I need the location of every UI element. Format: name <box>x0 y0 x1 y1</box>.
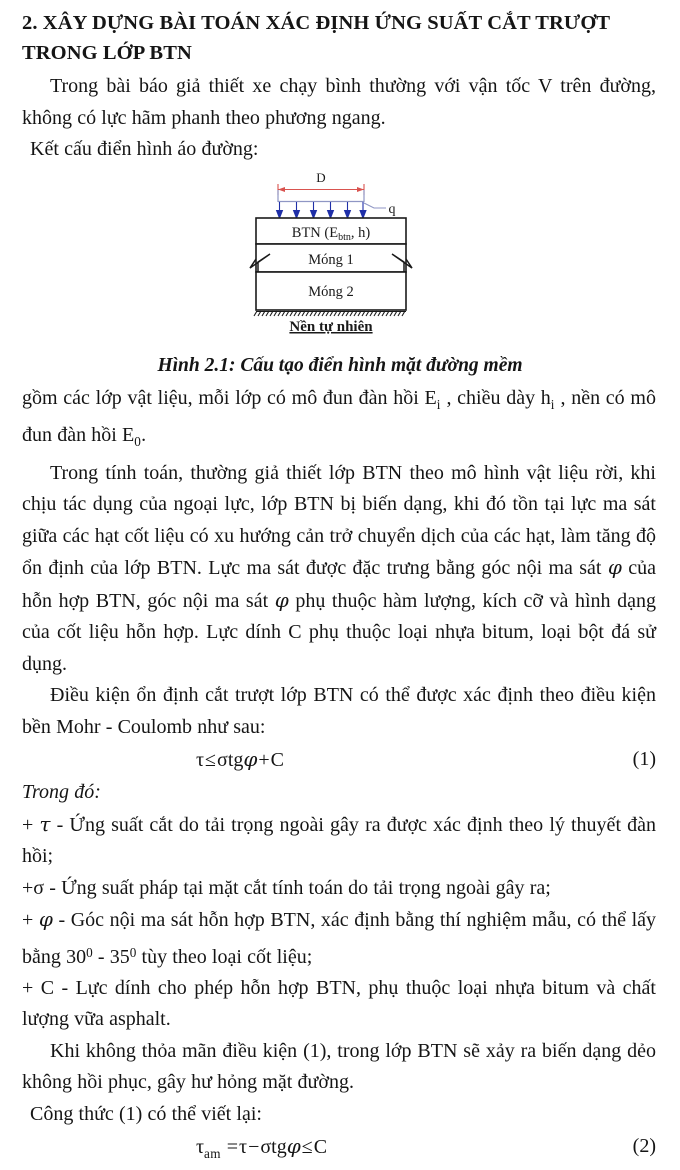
eq2-tg: tg <box>271 1136 287 1159</box>
eq2-tau: τ <box>196 1136 205 1159</box>
dimension-arrow-right <box>357 187 364 192</box>
layers-text-d: . <box>141 424 147 447</box>
paragraph-intro: Trong bài báo giả thiết xe chạy bình thường với vận tốc V trên đường, không có lực hãm phanh theo phương ngang. <box>22 75 656 129</box>
paragraph-def-sigma <box>0 873 680 905</box>
def-tau-plus: + <box>22 813 34 836</box>
equation-1 <box>196 743 284 776</box>
layers-text-b: , chiều dày h <box>440 386 551 409</box>
page-title-line-1: 2. XÂY DỰNG BÀI TOÁN XÁC ĐỊNH ỨNG SUẤT CẮT TRƯỢT <box>22 12 611 34</box>
layers-text-a: gồm các lớp vật liệu, mỗi lớp có mô đun đàn hồi E <box>22 386 437 409</box>
eq2-c: C <box>313 1136 328 1159</box>
eq1-plus: + <box>258 749 270 772</box>
load-arrow <box>311 202 317 218</box>
label-diameter-D: D <box>316 169 326 185</box>
eq1-tau: τ <box>196 749 205 772</box>
def-phi-text-b: - 35 <box>92 945 130 968</box>
load-arrow <box>294 202 300 218</box>
def-phi-sup-2: 0 <box>129 944 137 960</box>
symbol-phi-3: φ <box>38 907 53 932</box>
paragraph-where-label: Trong đó: <box>22 781 101 804</box>
equation-1-number: (1) <box>632 748 656 771</box>
def-phi-plus: + <box>22 909 34 932</box>
page-title <box>0 0 680 68</box>
load-arrow <box>360 202 366 218</box>
label-subgrade: Nền tự nhiên <box>289 318 373 335</box>
figure-drawing <box>246 166 446 351</box>
def-phi-text-a: - Góc nội ma sát hỗn hợp BTN, xác định bằng thí nghiệm mẫu, có thể lấy bằng 30 <box>22 909 657 968</box>
load-line-q <box>278 190 364 202</box>
eq2-minus: − <box>248 1136 260 1159</box>
equation-1-row <box>0 743 680 777</box>
def-sigma-plus: + <box>22 876 34 899</box>
paragraph-failure: Khi không thỏa mãn điều kiện (1), trong lớp BTN sẽ xảy ra biến dạng dẻo không hồi phục, gây hư hỏng mặt đường. <box>22 1039 656 1094</box>
label-layer-mong1: Móng 1 <box>308 251 354 268</box>
symbol-phi-1: φ <box>607 555 622 580</box>
label-load-q: q <box>388 201 396 217</box>
paragraph-def-c: + C - Lực dính cho phép hỗn hợp BTN, phụ thuộc loại nhựa bitum và chất lượng vữa asphalt. <box>22 976 656 1031</box>
eq2-phi: φ <box>286 1134 301 1159</box>
eq1-tg: tg <box>227 749 244 772</box>
eq2-equals: = <box>226 1136 239 1159</box>
paragraph-rewrite-lead: Công thức (1) có thể viết lại: <box>30 1102 262 1125</box>
dimension-line-D <box>278 184 364 195</box>
eq2-tau-2: τ <box>239 1136 248 1159</box>
def-phi-text-c: tùy theo loại cốt liệu; <box>136 945 313 968</box>
layers-sub-i-1: i <box>436 396 441 412</box>
eq2-sub-am: am <box>204 1146 221 1162</box>
symbol-tau: τ <box>39 811 51 836</box>
equation-2-number: (2) <box>632 1135 656 1158</box>
figure-pavement-structure <box>0 166 680 351</box>
equation-2 <box>196 1130 327 1170</box>
def-sigma-text: - Ứng suất pháp tại mặt cắt tính toán do tải trọng ngoài gây ra; <box>49 876 551 899</box>
eq1-c: C <box>270 749 285 772</box>
eq2-rel: ≤ <box>301 1136 313 1159</box>
eq1-rel: ≤ <box>205 749 217 772</box>
friction-text-b: của hỗn hợp BTN, góc nội ma sát <box>22 557 657 612</box>
symbol-sigma: σ <box>33 876 45 899</box>
paragraph-def-tau <box>0 809 680 873</box>
load-arrow <box>328 202 334 218</box>
load-arrow <box>277 202 283 218</box>
layers-sub-i-2: i <box>550 396 555 412</box>
paragraph-layers <box>0 383 680 458</box>
def-tau-text: - Ứng suất cắt do tải trọng ngoài gây ra được xác định theo lý thuyết đàn hồi; <box>22 813 657 868</box>
label-layer-btn: BTN ($E_{btn}$, h) <box>291 224 371 243</box>
layers-sub-zero: 0 <box>134 434 142 450</box>
load-label-leader <box>364 203 386 208</box>
load-arrows <box>277 202 366 218</box>
page-title-line-2: TRONG LỚP BTN <box>22 42 192 64</box>
friction-text-c: phụ thuộc hàm lượng, kích cỡ và hình dạng của cốt liệu hỗn hợp. Lực dính C phụ thuộc loại nhựa bitum, loại bột đá sử dụng. <box>22 589 657 675</box>
layers-text-c: , nền có mô đun đàn hồi E <box>22 386 656 447</box>
paragraph-structure-lead: Kết cấu điển hình áo đường: <box>30 138 259 160</box>
eq1-phi: φ <box>243 747 258 772</box>
def-phi-sup-1: 0 <box>86 944 93 960</box>
symbol-phi-2: φ <box>274 587 289 612</box>
eq2-sigma: σ <box>260 1136 272 1159</box>
dimension-arrow-left <box>278 187 285 192</box>
paragraph-mohr-coulomb: Điều kiện ổn định cắt trượt lớp BTN có thể được xác định theo điều kiện bền Mohr - Coulomb như sau: <box>22 684 656 738</box>
subgrade-hatching <box>254 311 406 316</box>
load-arrow <box>345 202 351 218</box>
paragraph-def-phi <box>0 904 680 973</box>
equation-2-row <box>0 1130 680 1164</box>
eq1-sigma: σ <box>217 749 228 772</box>
friction-text-a: Trong tính toán, thường giả thiết lớp BTN theo mô hình vật liệu rời, khi chịu tác dụng của ngoại lực, lớp BTN bị biến dạng, khi đó tồn tại lực ma sát giữa các hạt cốt liệu có xu hướng cản trở chuyển dịch của các hạt, làm tăng độ ổn định của lớp BTN. Lực ma sát được đặc trưng bằng góc nội ma sát <box>22 461 656 580</box>
figure-caption: Hình 2.1: Cấu tạo điển hình mặt đường mềm <box>157 354 523 376</box>
paragraph-friction <box>0 458 680 681</box>
label-layer-mong2: Móng 2 <box>308 283 354 300</box>
